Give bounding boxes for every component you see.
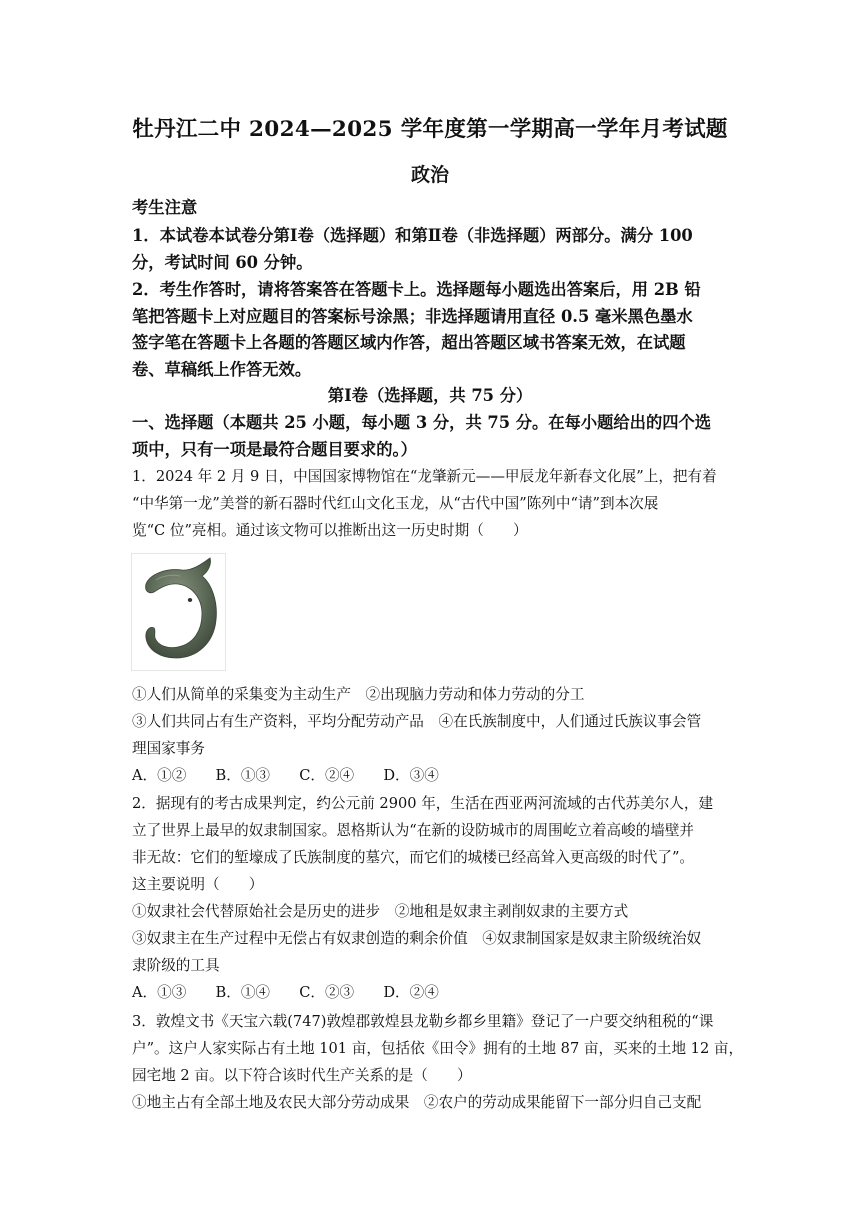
q1-option-line-1: ①人们从简单的采集变为主动生产 ②出现脑力劳动和体力劳动的分工 <box>132 686 585 703</box>
jade-dragon-picture <box>132 554 225 670</box>
notice-heading: 考生注意 <box>132 198 198 217</box>
q1-stem-line-3: 览“C 位”亮相。通过该文物可以推断出这一历史时期（ ） <box>132 522 528 539</box>
q1-stem-line-1: 1．2024 年 2 月 9 日，中国国家博物馆在“龙肇新元——甲辰龙年新春文化展”上，把有着 <box>132 468 717 485</box>
q1-answer-choices: A．①② B．①③ C．②④ D．③④ <box>132 767 439 784</box>
q2-option-line-3: 隶阶级的工具 <box>132 957 220 974</box>
notice-item-2-line-1: 2．考生作答时，请将答案答在答题卡上。选择题每小题选出答案后，用 2B 铅 <box>132 280 701 299</box>
q2-stem-line-3: 非无故：它们的堑壕成了氏族制度的墓穴，而它们的城楼已经高耸入更高级的时代了”。 <box>132 849 695 866</box>
jade-dragon-image <box>131 553 226 671</box>
q3-stem-line-3: 园宅地 2 亩。以下符合该时代生产关系的是（ ） <box>132 1067 472 1084</box>
notice-item-2-line-4: 卷、草稿纸上作答无效。 <box>132 360 312 379</box>
q2-stem-line-1: 2．据现有的考古成果判定，约公元前 2900 年，生活在西亚两河流域的古代苏美尔人，建 <box>132 795 714 812</box>
notice-item-2-line-3: 签字笔在答题卡上各题的答题区域内作答，超出答题区域书答案无效，在试题 <box>132 333 686 352</box>
subject-title: 政治 <box>410 164 449 186</box>
q2-option-line-2: ③奴隶主在生产过程中无偿占有奴隶创造的剩余价值 ④奴隶制国家是奴隶主阶级统治奴 <box>132 930 702 947</box>
exam-title: 牡丹江二中 2024—2025 学年度第一学期高一学年月考试题 <box>132 117 728 142</box>
q2-stem-line-2: 立了世界上最早的奴隶制国家。恩格斯认为“在新的设防城市的周围屹立着高峻的墙壁并 <box>132 822 695 839</box>
q3-option-line-1: ①地主占有全部土地及农民大部分劳动成果 ②农户的劳动成果能留下一部分归自己支配 <box>132 1094 702 1111</box>
q1-option-line-2: ③人们共同占有生产资料，平均分配劳动产品 ④在氏族制度中，人们通过氏族议事会管 <box>132 713 702 730</box>
q3-stem-line-1: 3．敦煌文书《天宝六载(747)敦煌郡敦煌县龙勒乡都乡里籍》登记了一户要交纳租税的“课 <box>132 1013 714 1030</box>
q2-answer-choices: A．①③ B．①④ C．②③ D．②④ <box>132 984 439 1001</box>
q3-stem-line-2: 户”。这户人家实际占有土地 101 亩，包括依《田令》拥有的土地 87 亩，买来的土地 12 亩， <box>132 1040 744 1057</box>
notice-item-1-line-1: 1．本试卷本试卷分第Ⅰ卷（选择题）和第Ⅱ卷（非选择题）两部分。满分 100 <box>132 226 693 245</box>
section-title: 第Ⅰ卷（选择题，共 75 分） <box>327 386 533 405</box>
notice-item-2-line-2: 笔把答题卡上对应题目的答案标号涂黑；非选择题请用直径 0.5 毫米黑色墨水 <box>132 307 693 326</box>
section-intro-line-1: 一、选择题（本题共 25 小题，每小题 3 分，共 75 分。在每小题给出的四个选 <box>132 413 712 432</box>
q2-option-line-1: ①奴隶社会代替原始社会是历史的进步 ②地租是奴隶主剥削奴隶的主要方式 <box>132 903 629 920</box>
q1-option-line-3: 理国家事务 <box>132 740 205 757</box>
q2-stem-line-4: 这主要说明（ ） <box>132 876 264 893</box>
q1-stem-line-2: “中华第一龙”美誉的新石器时代红山文化玉龙，从“古代中国”陈列中“请”到本次展 <box>132 495 659 512</box>
notice-item-1-line-2: 分，考试时间 60 分钟。 <box>132 253 313 272</box>
section-intro-line-2: 项中，只有一项是最符合题目要求的。） <box>132 440 417 459</box>
